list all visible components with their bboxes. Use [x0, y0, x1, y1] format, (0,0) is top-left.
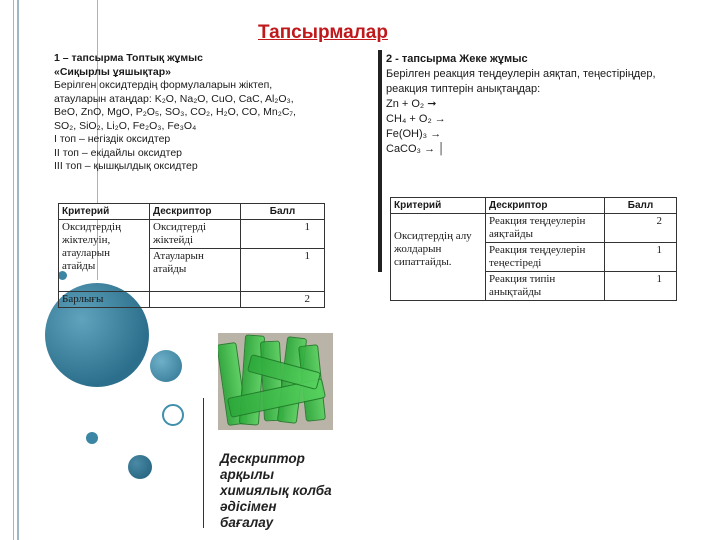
score-cell: 1: [241, 249, 325, 292]
task2-line: реакция типтерін анықтаңдар:: [386, 83, 541, 95]
task1-line: BeO, ZnO, MgO, P₂O₅, SO₃, CO₂, H₂O, CO, Mn₂C₇,: [54, 106, 296, 118]
reaction-line: Zn + O₂ ➞: [386, 98, 437, 110]
score-cell: 1: [605, 272, 677, 301]
descriptor-cell: Реакция типін анықтайды: [486, 272, 605, 301]
descriptor-cell: Атауларын атайды: [150, 249, 241, 292]
decorative-line: [17, 0, 19, 540]
decorative-circle-small: [86, 432, 98, 444]
table-header: Дескриптор: [150, 204, 241, 220]
divider-line: [203, 398, 204, 528]
task1-subheading: «Сиқырлы ұяшықтар»: [54, 65, 171, 78]
decorative-circle: [128, 455, 152, 479]
reaction-line: CaCO₃ → │: [386, 143, 446, 155]
task1-criteria-table: [58, 203, 325, 308]
divider-bar: [378, 50, 382, 272]
empty-cell: [150, 292, 241, 308]
criterion-cell: Оксидтердің алу жолдарын сипаттайды.: [391, 214, 486, 301]
task1-panel: [54, 52, 338, 174]
task1-line: III топ – қышқылдық оксидтер: [54, 160, 198, 172]
table-header: Балл: [605, 198, 677, 214]
table-header: Критерий: [59, 204, 150, 220]
caption-text: Дескриптор арқылы химиялық колба әдісімен бағалау: [220, 451, 332, 530]
task2-panel: [386, 52, 686, 157]
task2-line: Берілген реакция теңдеулерін аяқтап, теңестіріңдер,: [386, 68, 656, 80]
task1-heading: 1 – тапсырма Топтық жұмыс: [54, 52, 203, 64]
score-cell: 2: [605, 214, 677, 243]
score-cell: 1: [605, 243, 677, 272]
reaction-line: CH₄ + O₂ →: [386, 113, 446, 125]
decorative-line: [13, 0, 14, 540]
task1-line: SO₂, SiO₂, Li₂O, Fe₂O₃, Fe₃O₄: [54, 119, 197, 132]
task1-line: II топ – екідайлы оксидтер: [54, 146, 182, 159]
task2-criteria-table: [390, 197, 677, 301]
total-score-cell: 2: [241, 292, 325, 308]
table-header: Дескриптор: [486, 198, 605, 214]
task1-line: Берілген оксидтердің формулаларын жіктеп,: [54, 79, 273, 91]
criterion-cell: Оксидтердің жіктелуін, атауларын атайды: [59, 220, 150, 292]
task1-line: атауларын атаңдар: K₂O, Na₂O, CuO, CaC, Al₂O₃,: [54, 92, 294, 105]
decorative-circle: [150, 350, 182, 382]
reaction-line: Fe(OH)₃ →: [386, 128, 442, 140]
page-title: Тапсырмалар: [258, 22, 388, 43]
descriptor-cell: Реакция теңдеулерін аяқтайды: [486, 214, 605, 243]
decorative-circle-outline: [162, 404, 184, 426]
descriptor-cell: Реакция теңдеулерін теңестіреді: [486, 243, 605, 272]
task1-line: I топ – негіздік оксидтер: [54, 133, 171, 145]
table-header: Критерий: [391, 198, 486, 214]
descriptor-cards-photo: [218, 333, 333, 430]
total-label-cell: Барлығы: [59, 292, 150, 308]
score-cell: 1: [241, 220, 325, 249]
table-header: Балл: [241, 204, 325, 220]
descriptor-cell: Оксидтерді жіктейді: [150, 220, 241, 249]
task2-heading: 2 - тапсырма Жеке жұмыс: [386, 53, 528, 65]
